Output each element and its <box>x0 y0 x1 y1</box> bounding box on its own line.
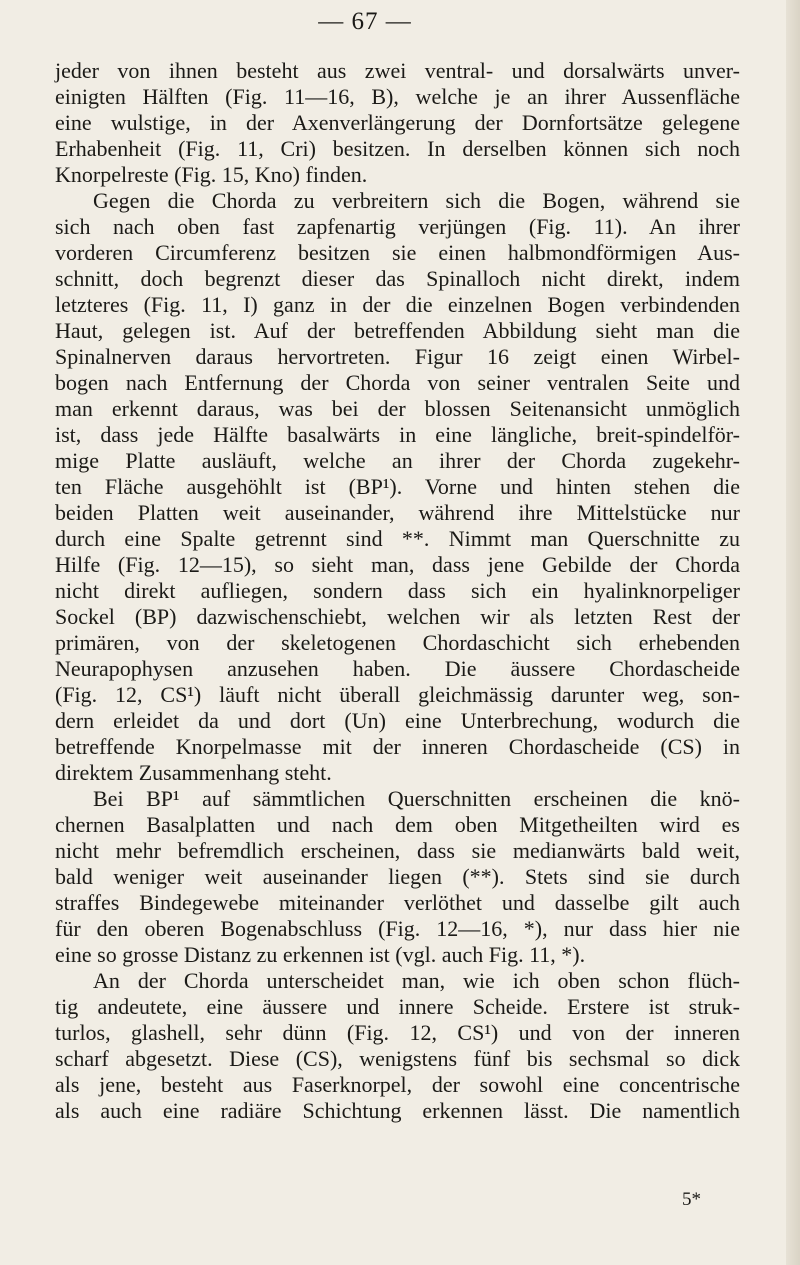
text-line: Gegen die Chorda zu verbreitern sich die Bogen, während sie <box>93 188 740 213</box>
text-line: Neurapophysen anzusehen haben. Die äussere Chordascheide <box>55 656 740 681</box>
text-line: nicht direkt aufliegen, sondern dass sich ein hyalinknorpeliger <box>55 578 740 603</box>
text-line: ten Fläche ausgehöhlt ist (BP¹). Vorne und hinten stehen die <box>55 474 740 499</box>
text-line: bald weniger weit auseinander liegen (**). Stets sind sie durch <box>55 864 740 889</box>
text-line: Sockel (BP) dazwischenschiebt, welchen wir als letzten Rest der <box>55 604 740 629</box>
text-line: Knorpelreste (Fig. 15, Kno) finden. <box>55 162 368 187</box>
text-line: tig andeutete, eine äussere und innere Scheide. Erstere ist struk- <box>55 994 740 1019</box>
text-line: als auch eine radiäre Schichtung erkennen lässt. Die namentlich <box>55 1098 740 1123</box>
text-line: dern erleidet da und dort (Un) eine Unterbrechung, wodurch die <box>55 708 740 733</box>
text-line: Spinalnerven daraus hervortreten. Figur 16 zeigt einen Wirbel- <box>55 344 740 369</box>
text-line: Erhabenheit (Fig. 11, Cri) besitzen. In derselben können sich noch <box>55 136 740 161</box>
text-line: ist, dass jede Hälfte basalwärts in eine längliche, breit-spindelför- <box>55 422 740 447</box>
page-number: — 67 — <box>318 8 412 35</box>
text-line: mige Platte ausläuft, welche an ihrer der Chorda zugekehr- <box>55 448 740 473</box>
text-line: durch eine Spalte getrennt sind **. Nimmt man Querschnitte zu <box>55 526 740 551</box>
text-line: Hilfe (Fig. 12—15), so sieht man, dass jene Gebilde der Chorda <box>55 552 740 577</box>
text-line: scharf abgesetzt. Diese (CS), wenigstens fünf bis sechsmal so dick <box>55 1046 740 1071</box>
text-line: man erkennt daraus, was bei der blossen Seitenansicht unmöglich <box>55 396 740 421</box>
text-line: vorderen Circumferenz besitzen sie einen halbmondförmigen Aus- <box>55 240 740 265</box>
signature-mark: 5* <box>682 1189 701 1210</box>
text-line: beiden Platten weit auseinander, während ihre Mittelstücke nur <box>55 500 740 525</box>
text-line: nicht mehr befremdlich erscheinen, dass sie medianwärts bald weit, <box>55 838 740 863</box>
text-line: eine so grosse Distanz zu erkennen ist (vgl. auch Fig. 11, *). <box>55 942 586 967</box>
text-line: Haut, gelegen ist. Auf der betreffenden Abbildung sieht man die <box>55 318 740 343</box>
text-line: primären, von der skeletogenen Chordaschicht sich erhebenden <box>55 630 740 655</box>
page-edge-shadow <box>786 0 800 1265</box>
body-text <box>55 58 740 1124</box>
text-line: schnitt, doch begrenzt dieser das Spinalloch nicht direkt, indem <box>55 266 740 291</box>
text-line: chernen Basalplatten und nach dem oben Mitgetheilten wird es <box>55 812 740 837</box>
text-line: eine wulstige, in der Axenverlängerung der Dornfortsätze gelegene <box>55 110 740 135</box>
text-line: turlos, glashell, sehr dünn (Fig. 12, CS¹) und von der inneren <box>55 1020 740 1045</box>
text-line: straffes Bindegewebe miteinander verlöthet und dasselbe gilt auch <box>55 890 740 915</box>
text-line: als jene, besteht aus Faserknorpel, der sowohl eine concentrische <box>55 1072 740 1097</box>
text-line: jeder von ihnen besteht aus zwei ventral- und dorsalwärts unver- <box>55 58 740 83</box>
text-line: letzteres (Fig. 11, I) ganz in der die einzelnen Bogen verbindenden <box>55 292 740 317</box>
text-line: direktem Zusammenhang steht. <box>55 760 332 785</box>
text-line: einigten Hälften (Fig. 11—16, B), welche je an ihrer Aussenfläche <box>55 84 740 109</box>
text-line: An der Chorda unterscheidet man, wie ich oben schon flüch- <box>93 968 740 993</box>
text-line: bogen nach Entfernung der Chorda von seiner ventralen Seite und <box>55 370 740 395</box>
text-line: (Fig. 12, CS¹) läuft nicht überall gleichmässig darunter weg, son- <box>55 682 740 707</box>
text-line: sich nach oben fast zapfenartig verjüngen (Fig. 11). An ihrer <box>55 214 740 239</box>
text-line: betreffende Knorpelmasse mit der inneren Chordascheide (CS) in <box>55 734 740 759</box>
text-line: für den oberen Bogenabschluss (Fig. 12—16, *), nur dass hier nie <box>55 916 740 941</box>
text-line: Bei BP¹ auf sämmtlichen Querschnitten erscheinen die knö- <box>93 786 740 811</box>
